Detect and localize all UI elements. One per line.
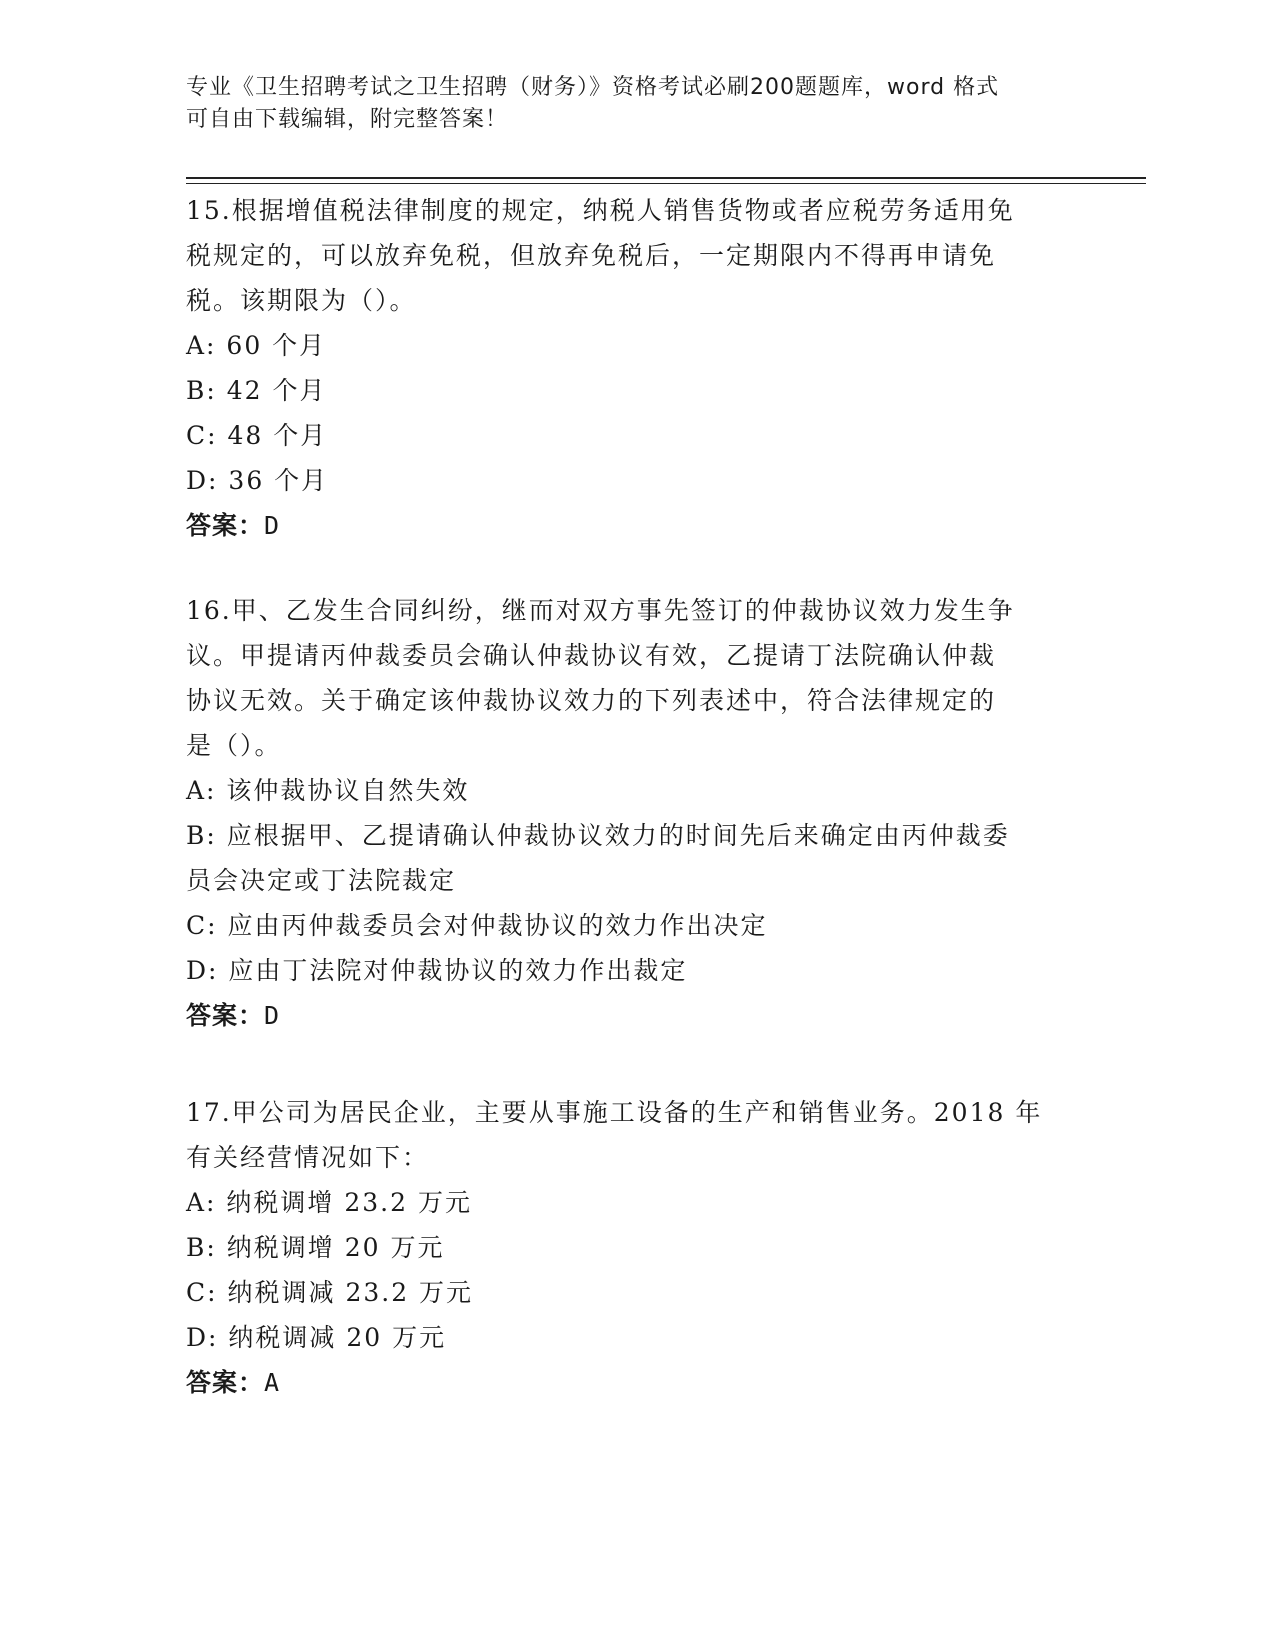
option-b: B: 纳税调增 20 万元: [186, 1233, 445, 1262]
option-a: A: 纳税调增 23.2 万元: [186, 1188, 472, 1217]
question-text-line: 是（）。: [186, 731, 282, 760]
option-a: A: 60 个月: [186, 331, 327, 360]
question-15: [186, 188, 1086, 548]
answer-label: 答案：: [186, 511, 265, 540]
option-d: D: 纳税调减 20 万元: [186, 1323, 447, 1352]
option-c: C: 应由丙仲裁委员会对仲裁协议的效力作出决定: [186, 911, 768, 940]
question-text-line: 协议无效。关于确定该仲裁协议效力的下列表述中，符合法律规定的: [186, 686, 997, 715]
document-header: [186, 72, 1066, 136]
answer-value: A: [264, 1368, 281, 1397]
question-text-line: 15.根据增值税法律制度的规定，纳税人销售货物或者应税劳务适用免: [186, 196, 1015, 225]
question-text-line: 17.甲公司为居民企业，主要从事施工设备的生产和销售业务。2018 年: [186, 1098, 1043, 1127]
question-text-line: 有关经营情况如下：: [186, 1143, 430, 1172]
question-text-line: 议。甲提请丙仲裁委员会确认仲裁协议有效，乙提请丁法院确认仲裁: [186, 641, 997, 670]
option-b: B: 42 个月: [186, 376, 327, 405]
answer-label: 答案：: [186, 1368, 265, 1397]
header-title-line-2: 可自由下载编辑，附完整答案！: [186, 107, 509, 132]
answer-value: D: [264, 1001, 281, 1030]
answer-label: 答案：: [186, 1001, 265, 1030]
question-text-line: 16.甲、乙发生合同纠纷，继而对双方事先签订的仲裁协议效力发生争: [186, 596, 1015, 625]
question-16: [186, 588, 1086, 1038]
option-b: B: 应根据甲、乙提请确认仲裁协议效力的时间先后来确定由丙仲裁委: [186, 821, 1010, 850]
option-d: D: 36 个月: [186, 466, 329, 495]
option-c: C: 纳税调减 23.2 万元: [186, 1278, 474, 1307]
header-divider: [186, 177, 1146, 179]
option-d: D: 应由丁法院对仲裁协议的效力作出裁定: [186, 956, 688, 985]
question-17: [186, 1090, 1086, 1405]
header-divider-thin: [186, 183, 1146, 184]
question-text-line: 税。该期限为（）。: [186, 286, 417, 315]
answer-line: [186, 503, 1086, 548]
option-c: C: 48 个月: [186, 421, 328, 450]
answer-line: [186, 993, 1086, 1038]
question-text-line: 税规定的，可以放弃免税，但放弃免税后，一定期限内不得再申请免: [186, 241, 997, 270]
answer-value: D: [264, 511, 281, 540]
option-b-continued: 员会决定或丁法院裁定: [186, 866, 457, 895]
header-title-line-1: 专业《卫生招聘考试之卫生招聘（财务）》资格考试必刷200题题库，word 格式: [186, 75, 1000, 100]
answer-line: [186, 1360, 1086, 1405]
option-a: A: 该仲裁协议自然失效: [186, 776, 470, 805]
